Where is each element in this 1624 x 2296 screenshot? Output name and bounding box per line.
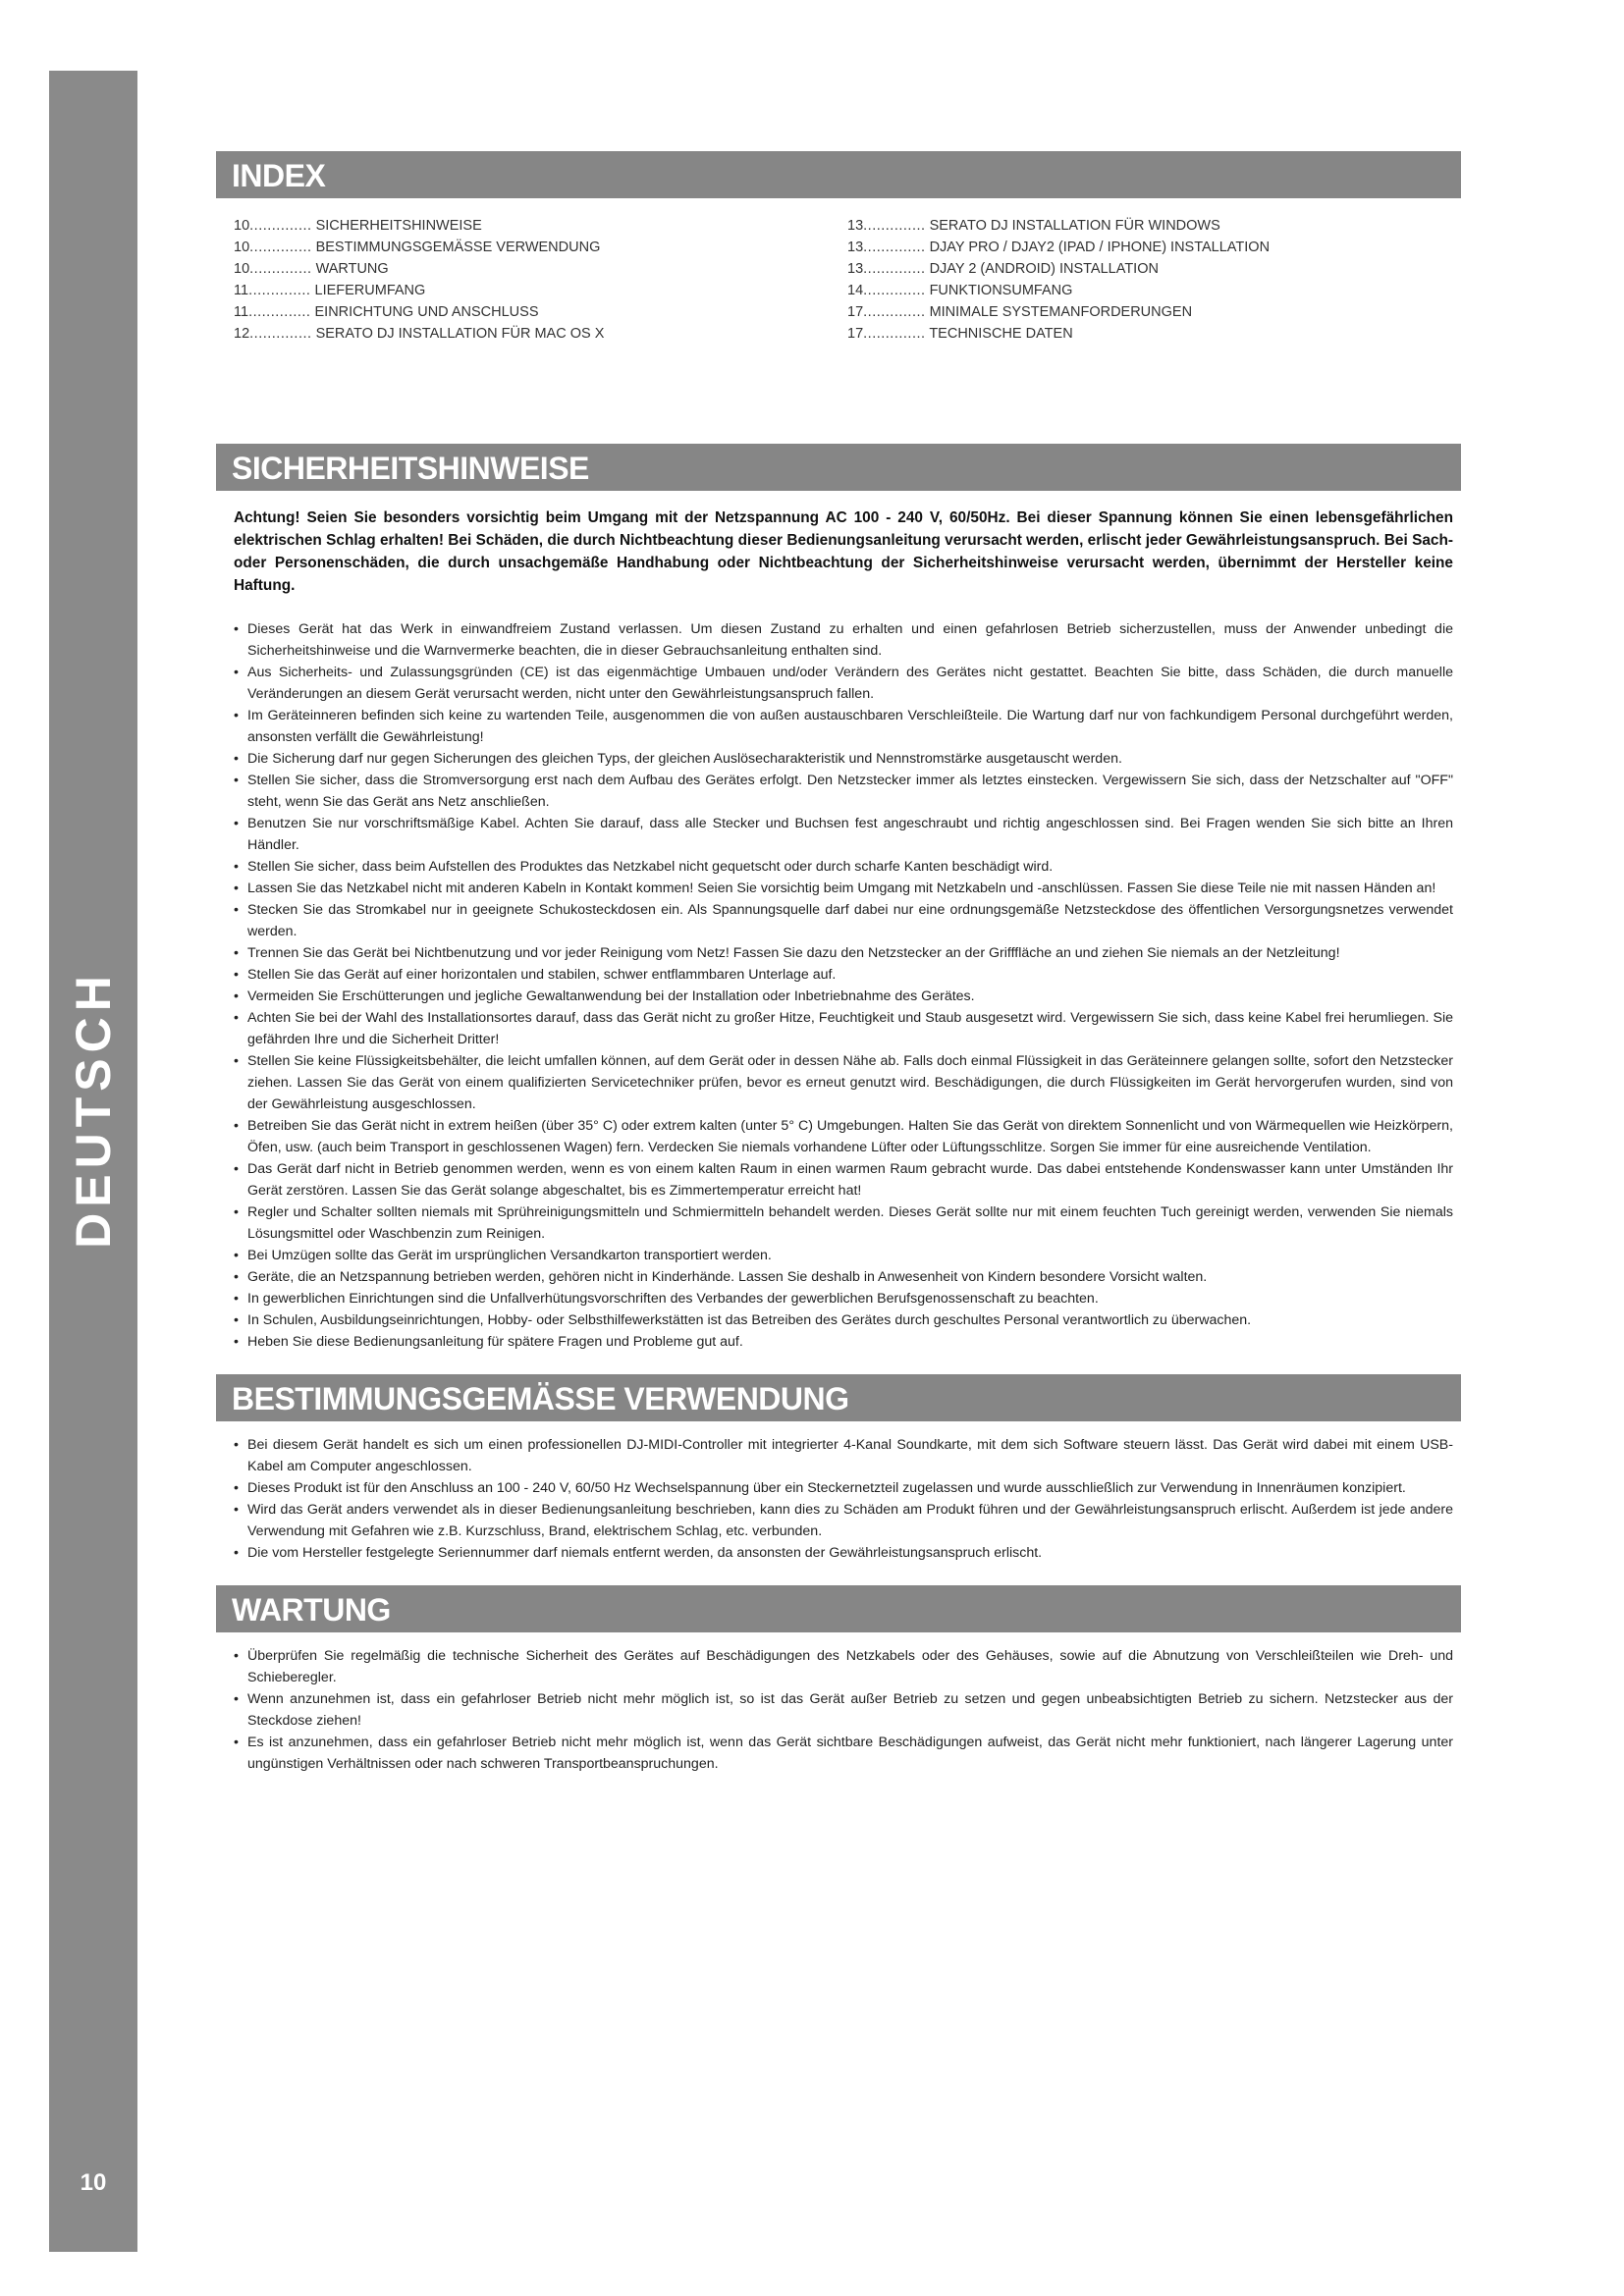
index-entry	[234, 237, 847, 258]
index-entry-num: 10	[234, 218, 250, 234]
index-entry-num: 13	[847, 240, 864, 255]
index-entry-num: 11	[234, 283, 249, 298]
index-entry-dots: ..............	[863, 240, 926, 255]
safety-list	[234, 618, 1453, 1353]
list-item: • Bei Umzügen sollte das Gerät im ursprünglichen Versandkarton transportiert werden.	[234, 1245, 1453, 1266]
list-item: • Stellen Sie keine Flüssigkeitsbehälter, die leicht umfallen können, auf dem Gerät oder in dessen Nähe ab. Falls doch einmal Flüssigkeit in das Geräteinnere gelangen sollte, sofort den Netzstecker ziehen. Lassen Sie das Gerät von einem qualifizierten Servicetechniker prüfen, bevor es erneut genutzt wird. Beschädigungen, die durch Flüssigkeiten im Gerät hervorgerufen wurden, sind von der Gewährleistung ausgeschlossen.	[234, 1050, 1453, 1115]
safety-header: SICHERHEITSHINWEISE	[216, 444, 1461, 491]
list-item: • Es ist anzunehmen, dass ein gefahrloser Betrieb nicht mehr möglich ist, wenn das Gerät sichtbare Beschädigungen aufweist, das Gerät nicht mehr funktioniert, nach längerer Lagerung unter ungünstigen Verhältnissen oder nach schweren Transportbeanspruchungen.	[234, 1732, 1453, 1775]
index-entry-label: SERATO DJ INSTALLATION FÜR WINDOWS	[929, 218, 1220, 234]
list-item: • Stellen Sie sicher, dass beim Aufstellen des Produktes das Netzkabel nicht gequetscht oder durch scharfe Kanten beschädigt wird.	[234, 856, 1453, 878]
index-entry	[234, 215, 847, 237]
maintenance-list	[234, 1645, 1453, 1775]
index-entry	[847, 323, 1461, 345]
safety-warning: Achtung! Seien Sie besonders vorsichtig beim Umgang mit der Netzspannung AC 100 - 240 V, 60/50Hz. Bei dieser Spannung können Sie einen lebensgefährlichen elektrischen Schlag erhalten! Bei Schäden, die durch Nichtbeachtung dieser Bedienungsanleitung verursacht werden, erlischt jeder Gewährleistungsanspruch. Bei Sach- oder Personenschäden, die durch unsachgemäße Handhabung oder Nichtbeachtung der Sicherheitshinweise verursacht werden, übernimmt der Hersteller keine Haftung.	[234, 509, 1453, 594]
list-item: • Stellen Sie das Gerät auf einer horizontalen und stabilen, schwer entflammbaren Unterlage auf.	[234, 964, 1453, 986]
index-entry-label: TECHNISCHE DATEN	[929, 326, 1073, 342]
safety-section	[216, 444, 1461, 1353]
usage-header: BESTIMMUNGSGEMÄSSE VERWENDUNG	[216, 1374, 1461, 1421]
list-item: • Aus Sicherheits- und Zulassungsgründen (CE) ist das eigenmächtige Umbauen und/oder Verändern des Gerätes nicht gestattet. Beachten Sie bitte, dass Schäden, die durch manuelle Veränderungen an diesem Gerät verursacht werden, nicht unter den Gewährleistungsanspruch fallen.	[234, 662, 1453, 705]
list-item: • Benutzen Sie nur vorschriftsmäßige Kabel. Achten Sie darauf, dass alle Stecker und Buchsen fest angeschraubt und richtig angeschlossen sind. Bei Fragen wenden Sie sich bitte an Ihren Händler.	[234, 813, 1453, 856]
index-entry-dots: ..............	[863, 283, 926, 298]
usage-list	[234, 1434, 1453, 1564]
index-entry-label: MINIMALE SYSTEMANFORDERUNGEN	[929, 304, 1193, 320]
index-entry-dots: ..............	[863, 218, 926, 234]
list-item: • Das Gerät darf nicht in Betrieb genommen werden, wenn es von einem kalten Raum in einen warmen Raum gebracht wurde. Das dabei entstehende Kondenswasser kann unter Umständen Ihr Gerät zerstören. Lassen Sie das Gerät solange abgeschaltet, bis es Zimmertemperatur erreicht hat!	[234, 1158, 1453, 1201]
list-item: • Die Sicherung darf nur gegen Sicherungen des gleichen Typs, der gleichen Auslösecharakteristik und Nennstromstärke ausgetauscht werden.	[234, 748, 1453, 770]
index-column-left	[234, 215, 847, 345]
list-item: • Dieses Gerät hat das Werk in einwandfreiem Zustand verlassen. Um diesen Zustand zu erhalten und einen gefahrlosen Betrieb sicherzustellen, muss der Anwender unbedingt die Sicherheitshinweise und die Warnvermerke beachten, die in dieser Gebrauchsanleitung enthalten sind.	[234, 618, 1453, 662]
index-entry-label: DJAY 2 (ANDROID) INSTALLATION	[929, 261, 1159, 277]
index-entry	[234, 323, 847, 345]
maintenance-section	[216, 1585, 1461, 1775]
index-entry	[847, 258, 1461, 280]
index-entry	[847, 237, 1461, 258]
index-entry-dots: ..............	[863, 304, 926, 320]
index-entry-num: 11	[234, 304, 249, 320]
index-column-right	[847, 215, 1461, 345]
index-entry-dots: ..............	[249, 240, 312, 255]
index-section	[216, 151, 1461, 345]
index-entry-label: BESTIMMUNGSGEMÄSSE VERWENDUNG	[315, 240, 601, 255]
index-entry-num: 17	[847, 304, 864, 320]
page-content	[216, 151, 1461, 1775]
page-number: 10	[80, 2169, 107, 2196]
list-item: • Betreiben Sie das Gerät nicht in extrem heißen (über 35° C) oder extrem kalten (unter 5° C) Umgebungen. Halten Sie das Gerät von direktem Sonnenlicht und von Wärmequellen wie Heizkörpern, Öfen, usw. (auch beim Transport in geschlossenen Wagen) fern. Verdecken Sie niemals vorhandene Lüfter oder Lüftungsschlitze. Sorgen Sie immer für eine ausreichende Ventilation.	[234, 1115, 1453, 1158]
index-entry-dots: ..............	[249, 218, 312, 234]
list-item: • Lassen Sie das Netzkabel nicht mit anderen Kabeln in Kontakt kommen! Seien Sie vorsichtig beim Umgang mit Netzkabeln und -anschlüssen. Fassen Sie diese Teile nie mit nassen Händen an!	[234, 878, 1453, 899]
index-entry-dots: ..............	[249, 261, 312, 277]
maintenance-header: WARTUNG	[216, 1585, 1461, 1632]
index-entry-num: 13	[847, 261, 864, 277]
index-entry	[234, 280, 847, 301]
index-entry-label: LIEFERUMFANG	[314, 283, 426, 298]
list-item: • Geräte, die an Netzspannung betrieben werden, gehören nicht in Kinderhände. Lassen Sie deshalb in Anwesenheit von Kindern besondere Vorsicht walten.	[234, 1266, 1453, 1288]
index-entry-dots: ..............	[248, 304, 311, 320]
index-entry-label: DJAY PRO / DJAY2 (IPAD / IPHONE) INSTALLATION	[929, 240, 1271, 255]
usage-section	[216, 1374, 1461, 1564]
index-entry-dots: ..............	[249, 326, 312, 342]
index-entry-dots: ..............	[248, 283, 311, 298]
index-entry-dots: ..............	[863, 261, 926, 277]
list-item: • Heben Sie diese Bedienungsanleitung für spätere Fragen und Probleme gut auf.	[234, 1331, 1453, 1353]
index-header: INDEX	[216, 151, 1461, 198]
list-item: • Überprüfen Sie regelmäßig die technische Sicherheit des Gerätes auf Beschädigungen des Netzkabels oder des Gehäuses, sowie auf die Abnutzung von Verschleißteilen wie Dreh- und Schieberegler.	[234, 1645, 1453, 1688]
list-item: • Trennen Sie das Gerät bei Nichtbenutzung und vor jeder Reinigung vom Netz! Fassen Sie dazu den Netzstecker an der Grifffläche an und ziehen Sie niemals an der Netzleitung!	[234, 942, 1453, 964]
index-entry-num: 12	[234, 326, 250, 342]
index-grid	[234, 215, 1461, 345]
index-entry-num: 10	[234, 240, 250, 255]
index-entry-label: FUNKTIONSUMFANG	[929, 283, 1073, 298]
index-entry-dots: ..............	[863, 326, 926, 342]
language-label: DEUTSCH	[66, 970, 121, 1249]
index-entry	[847, 215, 1461, 237]
list-item: • Im Geräteinneren befinden sich keine zu wartenden Teile, ausgenommen die von außen austauschbaren Verschleißteile. Die Wartung darf nur von fachkundigem Personal durchgeführt werden, ansonsten verfällt die Gewährleistung!	[234, 705, 1453, 748]
list-item: • Stellen Sie sicher, dass die Stromversorgung erst nach dem Aufbau des Gerätes erfolgt. Den Netzstecker immer als letztes einstecken. Vergewissern Sie sich, dass der Netzschalter auf "OFF" steht, wenn Sie das Gerät ans Netz anschließen.	[234, 770, 1453, 813]
list-item: • Bei diesem Gerät handelt es sich um einen professionellen DJ-MIDI-Controller mit integrierter 4-Kanal Soundkarte, mit dem sich Software steuern lässt. Das Gerät wird dabei mit einem USB-Kabel am Computer angeschlossen.	[234, 1434, 1453, 1477]
list-item: • Wenn anzunehmen ist, dass ein gefahrloser Betrieb nicht mehr möglich ist, so ist das Gerät außer Betrieb zu setzen und gegen unbeabsichtigten Betrieb zu sichern. Netzstecker aus der Steckdose ziehen!	[234, 1688, 1453, 1732]
index-entry	[847, 301, 1461, 323]
index-entry	[234, 258, 847, 280]
index-entry-label: WARTUNG	[315, 261, 389, 277]
index-entry-num: 10	[234, 261, 250, 277]
index-entry-label: EINRICHTUNG UND ANSCHLUSS	[314, 304, 539, 320]
index-entry-num: 14	[847, 283, 864, 298]
index-entry-num: 13	[847, 218, 864, 234]
list-item: • Regler und Schalter sollten niemals mit Sprühreinigungsmitteln und Schmiermitteln behandelt werden. Dieses Gerät sollte nur mit einem feuchten Tuch gereinigt werden, verwenden Sie niemals Lösungsmittel oder Waschbenzin zum Reinigen.	[234, 1201, 1453, 1245]
list-item: • Dieses Produkt ist für den Anschluss an 100 - 240 V, 60/50 Hz Wechselspannung über ein Steckernetzteil zugelassen und wurde ausschließlich zur Verwendung in Innenräumen konzipiert.	[234, 1477, 1453, 1499]
index-entry	[234, 301, 847, 323]
list-item: • In Schulen, Ausbildungseinrichtungen, Hobby- oder Selbsthilfewerkstätten ist das Betreiben des Gerätes durch geschultes Personal verantwortlich zu überwachen.	[234, 1309, 1453, 1331]
list-item: • Achten Sie bei der Wahl des Installationsortes darauf, dass das Gerät nicht zu großer Hitze, Feuchtigkeit und Staub ausgesetzt wird. Vergewissern Sie sich, dass keine Kabel frei herumliegen. Sie gefährden Ihre und die Sicherheit Dritter!	[234, 1007, 1453, 1050]
index-entry	[847, 280, 1461, 301]
list-item: • Vermeiden Sie Erschütterungen und jegliche Gewaltanwendung bei der Installation oder Inbetriebnahme des Gerätes.	[234, 986, 1453, 1007]
list-item: • In gewerblichen Einrichtungen sind die Unfallverhütungsvorschriften des Verbandes der gewerblichen Berufsgenossenschaft zu beachten.	[234, 1288, 1453, 1309]
index-entry-label: SICHERHEITSHINWEISE	[315, 218, 482, 234]
index-entry-label: SERATO DJ INSTALLATION FÜR MAC OS X	[315, 326, 605, 342]
index-entry-num: 17	[847, 326, 864, 342]
list-item: • Stecken Sie das Stromkabel nur in geeignete Schukosteckdosen ein. Als Spannungsquelle darf dabei nur eine ordnungsgemäße Netzsteckdose des öffentlichen Versorgungsnetzes verwendet werden.	[234, 899, 1453, 942]
list-item: • Die vom Hersteller festgelegte Seriennummer darf niemals entfernt werden, da ansonsten der Gewährleistungsanspruch erlischt.	[234, 1542, 1453, 1564]
list-item: • Wird das Gerät anders verwendet als in dieser Bedienungsanleitung beschrieben, kann dies zu Schäden am Produkt führen und der Gewährleistungsanspruch erlischt. Außerdem ist jede andere Verwendung mit Gefahren wie z.B. Kurzschluss, Brand, elektrischem Schlag, etc. verbunden.	[234, 1499, 1453, 1542]
